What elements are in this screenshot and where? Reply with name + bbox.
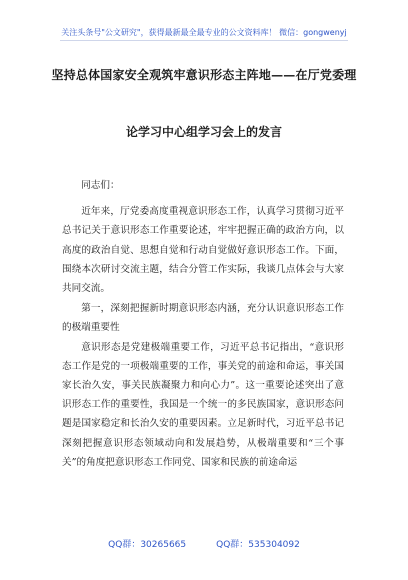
document-title-line-2: 论学习中心组学习会上的发言 (125, 125, 282, 139)
footer-contact (0, 537, 408, 550)
document-body (62, 176, 344, 472)
section-heading-1: 第一，深刻把握新时期意识形态内涵，充分认识意识形态工作的极端重要性 (62, 303, 344, 334)
footer-qq-group-1: QQ群：30265665 (108, 540, 187, 550)
document-title-line-1: 坚持总体国家安全观筑牢意识形态主阵地——在厅党委理 (51, 68, 357, 82)
paragraph-intro: 近年来，厅党委高度重视意识形态工作，认真学习贯彻习近平总书记关于意识形态工作重要论述，牢牢把握正确的政治方向，以高度的政治自觉、思想自觉和行动自觉做好意识形态工作。下面，围绕本次研讨交流主题，结合分管工作实际，我谈几点体会与大家共同交流。 (62, 206, 344, 295)
header-divider (60, 40, 348, 41)
salutation: 同志们： (81, 180, 120, 191)
paragraph-body-1: 意识形态是党建极端重要工作，习近平总书记指出，“意识形态工作是党的一项极端重要的工作，事关党的前途和命运，事关国家长治久安，事关民族凝聚力和向心力”。这一重要论述突出了意识形态工作的重要性，我国是一个统一的多民族国家，意识形态问题是国家稳定和长治久安的重要因素。立足新时代，习近平总书记深刻把握意识形态领域动向和发展趋势，从极端重要和“三个事关”的角度把意识形态工作同党、国家和民族的前途命运 (62, 341, 344, 468)
header-promo-text: 关注头条号"公文研究"，获得最新最全最专业的公文资料库！ 微信：gongwenyj (61, 28, 347, 37)
footer-qq-group-2: QQ群：535304092 (216, 540, 300, 550)
